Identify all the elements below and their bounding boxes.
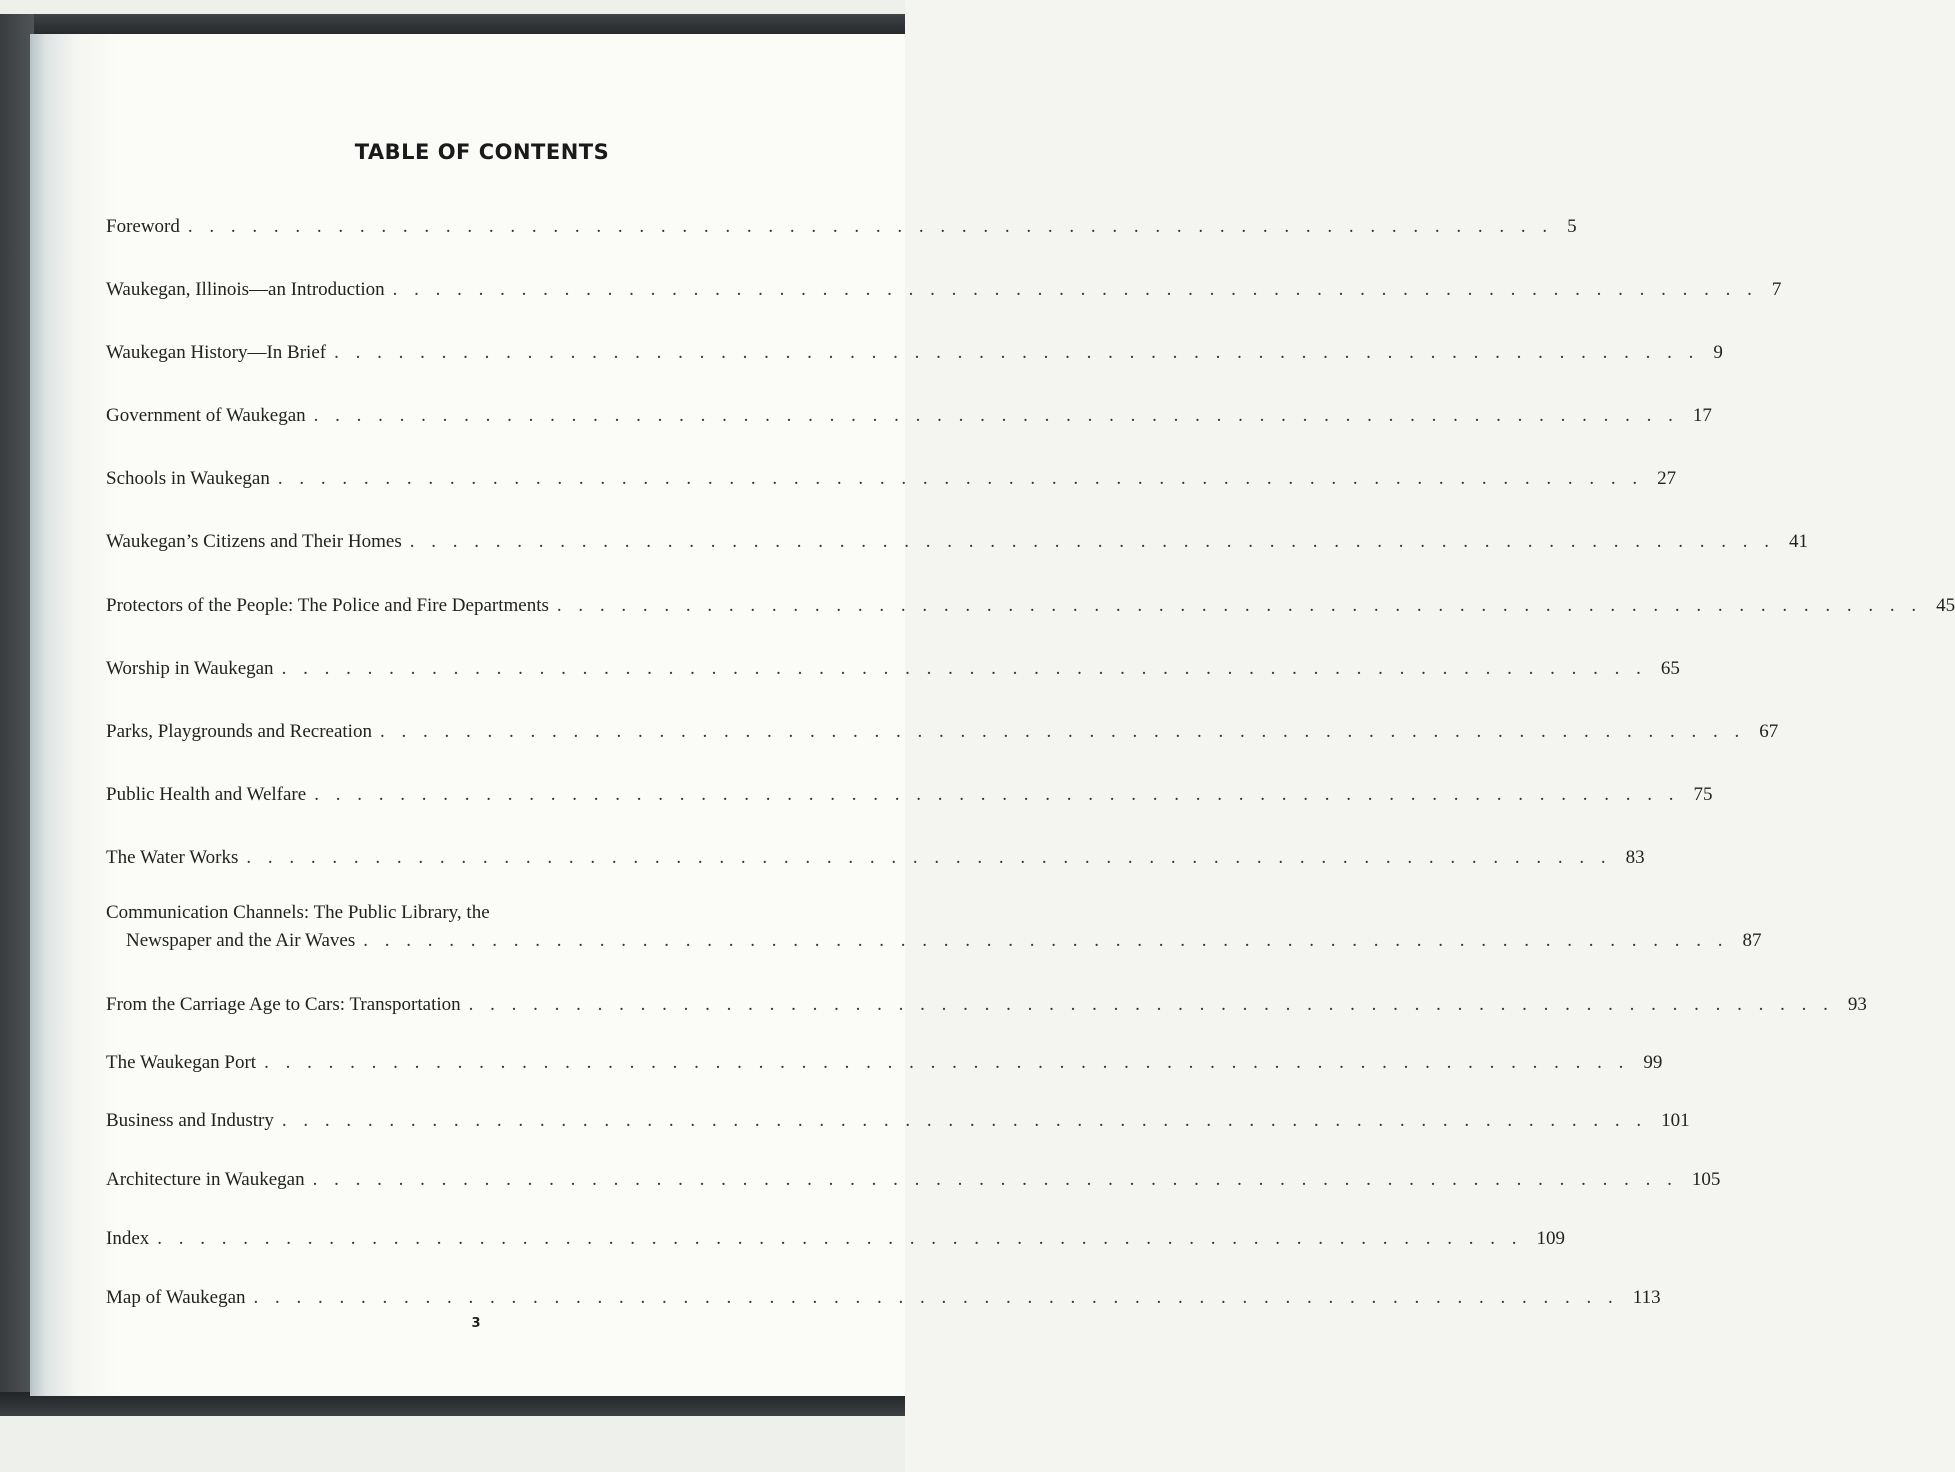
- toc-entry-page: 101: [1661, 1110, 1690, 1131]
- toc-entry-page: 113: [1632, 1287, 1661, 1308]
- toc-entry: [106, 1046, 1663, 1076]
- toc-entry-title: Schools in Waukegan: [106, 468, 270, 489]
- toc-entry: [106, 778, 1713, 808]
- toc-entry-title: The Waukegan Port: [106, 1052, 257, 1073]
- dot-leader: . . . . . . . . . . . . . . . . . . . . . . . . . . . . . . . . . . . . . . . . . . . . . . . . . . . . . . . . . . . . . . . .: [379, 721, 1746, 742]
- toc-entry-title: Protectors of the People: The Police and Fire Departments: [106, 595, 549, 616]
- toc-entry-title: Waukegan, Illinois—an Introduction: [106, 279, 385, 300]
- dot-leader: . . . . . . . . . . . . . . . . . . . . . . . . . . . . . . . . . . . . . . . . . . . . . . . . . . . . . . . . . . . . . . . .: [187, 216, 1554, 237]
- toc-entry-page: 7: [1771, 279, 1782, 300]
- dot-leader: . . . . . . . . . . . . . . . . . . . . . . . . . . . . . . . . . . . . . . . . . . . . . . . . . . . . . . . . . . . . . . . .: [246, 847, 1612, 868]
- toc-entry-page: 67: [1759, 721, 1779, 742]
- toc-entry-page: 93: [1847, 994, 1867, 1015]
- toc-entry-page: 87: [1742, 930, 1762, 951]
- toc-entry: [106, 399, 1712, 429]
- toc-entry: [106, 988, 1867, 1018]
- dot-leader: . . . . . . . . . . . . . . . . . . . . . . . . . . . . . . . . . . . . . . . . . . . . . . . . . . . . . . . . . . . . . . . .: [277, 468, 1644, 489]
- toc-entry: [106, 525, 1808, 555]
- toc-entry-title-line1: Communication Channels: The Public Library, the: [106, 902, 490, 923]
- toc-entry-page: 65: [1660, 658, 1680, 679]
- toc-entry: [106, 841, 1645, 871]
- dot-leader: . . . . . . . . . . . . . . . . . . . . . . . . . . . . . . . . . . . . . . . . . . . . . . . . . . . . . . . . . . . . . . . .: [281, 1110, 1648, 1131]
- toc-entry-page: 83: [1625, 847, 1645, 868]
- toc-entry-page: 109: [1536, 1228, 1566, 1249]
- toc-entry: [106, 273, 1782, 303]
- dot-leader: . . . . . . . . . . . . . . . . . . . . . . . . . . . . . . . . . . . . . . . . . . . . . . . . . . . . . . . . . . . . . . . .: [312, 1169, 1678, 1190]
- toc-entry-title: Foreword: [106, 216, 180, 237]
- toc-entry-page: 99: [1643, 1052, 1663, 1073]
- toc-entry-page: 45: [1936, 595, 1955, 616]
- dot-leader: . . . . . . . . . . . . . . . . . . . . . . . . . . . . . . . . . . . . . . . . . . . . . . . . . . . . . . . . . . . . . . . .: [392, 279, 1758, 300]
- toc-entry: [106, 652, 1680, 682]
- toc-entry-title: Worship in Waukegan: [106, 658, 274, 679]
- dot-leader: . . . . . . . . . . . . . . . . . . . . . . . . . . . . . . . . . . . . . . . . . . . . . . . . . . . . . . . . . . . . . . . .: [281, 658, 1647, 679]
- dot-leader: . . . . . . . . . . . . . . . . . . . . . . . . . . . . . . . . . . . . . . . . . . . . . . . . . . . . . . . . . . . . . . . .: [363, 930, 1729, 951]
- dot-leader: . . . . . . . . . . . . . . . . . . . . . . . . . . . . . . . . . . . . . . . . . . . . . . . . . . . . . . . . . . . . . . . .: [313, 405, 1679, 426]
- toc-entry-page: 105: [1691, 1169, 1721, 1190]
- toc-entry-title: Map of Waukegan: [106, 1287, 246, 1308]
- toc-entry-page: 5: [1567, 216, 1577, 237]
- toc-entry-title: From the Carriage Age to Cars: Transportation: [106, 994, 461, 1015]
- toc-entry: [106, 589, 1955, 619]
- toc-entry-title: Government of Waukegan: [106, 405, 306, 426]
- toc-entry: [106, 336, 1723, 366]
- dot-leader: . . . . . . . . . . . . . . . . . . . . . . . . . . . . . . . . . . . . . . . . . . . . . . . . . . . . . . . . . . . . . . . .: [468, 994, 1834, 1015]
- toc-entry-page: 75: [1693, 784, 1713, 805]
- toc-entry-title: Parks, Playgrounds and Recreation: [106, 721, 372, 742]
- toc-entry-title: Waukegan’s Citizens and Their Homes: [106, 531, 402, 552]
- toc-entry: [106, 1104, 1690, 1134]
- toc-entry: [106, 1163, 1721, 1193]
- toc-entry-title: Architecture in Waukegan: [106, 1169, 305, 1190]
- dot-leader: . . . . . . . . . . . . . . . . . . . . . . . . . . . . . . . . . . . . . . . . . . . . . . . . . . . . . . . . . . . . . . . .: [264, 1052, 1630, 1073]
- toc-entry-page: 27: [1657, 468, 1677, 489]
- toc-entry: [106, 462, 1677, 492]
- toc-entry-title: Waukegan History—In Brief: [106, 342, 327, 363]
- book-cover-left-edge: [0, 14, 34, 1416]
- toc-entry-title-line2: Newspaper and the Air Waves: [126, 930, 356, 951]
- toc-entry: [106, 210, 1577, 240]
- dot-leader: . . . . . . . . . . . . . . . . . . . . . . . . . . . . . . . . . . . . . . . . . . . . . . . . . . . . . . . . . . . . . . . .: [157, 1228, 1523, 1249]
- toc-entry: [106, 715, 1779, 745]
- toc-entry: [106, 1281, 1661, 1311]
- toc-entry: [106, 1222, 1566, 1252]
- toc-entry-title: Business and Industry: [106, 1110, 274, 1131]
- toc-entry: [106, 902, 1762, 954]
- toc-entry-title: Index: [106, 1228, 150, 1249]
- toc-entry-page: 9: [1713, 342, 1723, 363]
- toc-entry-title: The Water Works: [106, 847, 239, 868]
- dot-leader: . . . . . . . . . . . . . . . . . . . . . . . . . . . . . . . . . . . . . . . . . . . . . . . . . . . . . . . . . . . . . . . .: [314, 784, 1680, 805]
- dot-leader: . . . . . . . . . . . . . . . . . . . . . . . . . . . . . . . . . . . . . . . . . . . . . . . . . . . . . . . . . . . . . . . .: [409, 531, 1775, 552]
- dot-leader: . . . . . . . . . . . . . . . . . . . . . . . . . . . . . . . . . . . . . . . . . . . . . . . . . . . . . . . . . . . . . . . .: [253, 1287, 1619, 1308]
- page-number: 3: [471, 1316, 481, 1331]
- toc-entry-page: 41: [1788, 531, 1808, 552]
- toc-title: TABLE OF CONTENTS: [354, 140, 610, 164]
- toc-entry-page: 17: [1692, 405, 1712, 426]
- dot-leader: . . . . . . . . . . . . . . . . . . . . . . . . . . . . . . . . . . . . . . . . . . . . . . . . . . . . . . . . . . . . . . . .: [334, 342, 1700, 363]
- toc-entry-title: Public Health and Welfare: [106, 784, 307, 805]
- dot-leader: . . . . . . . . . . . . . . . . . . . . . . . . . . . . . . . . . . . . . . . . . . . . . . . . . . . . . . . . . . . . . . . .: [556, 595, 1923, 616]
